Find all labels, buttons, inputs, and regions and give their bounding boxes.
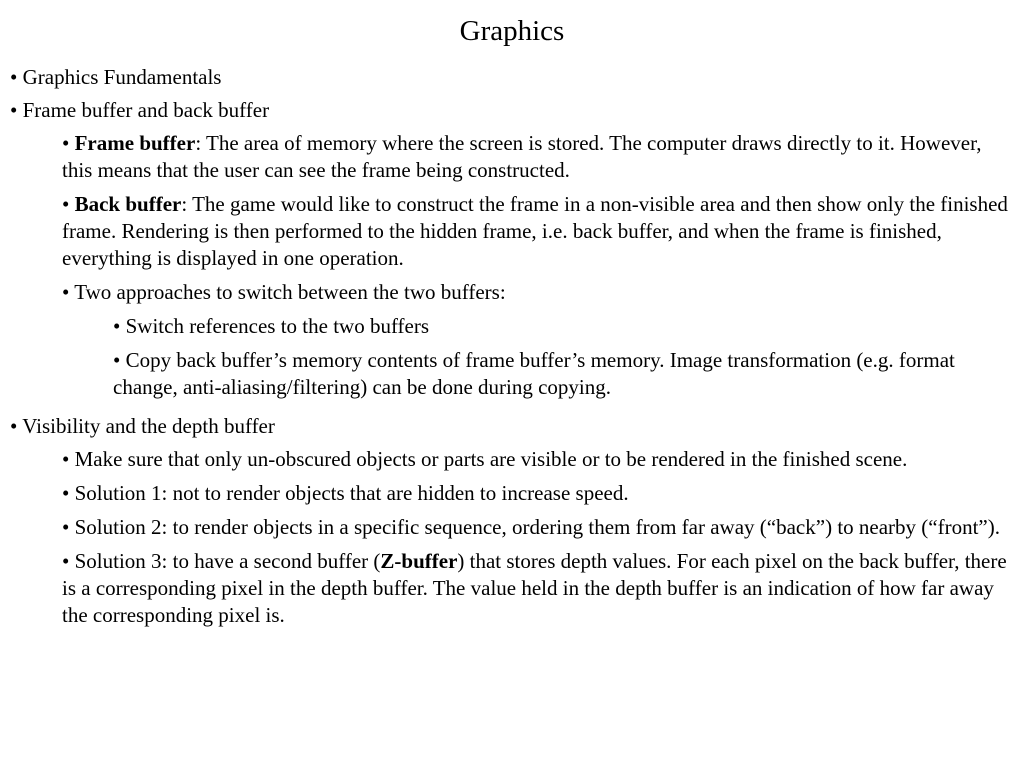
bullet-frame-and-back-buffer	[10, 97, 1010, 124]
slide-body	[10, 64, 1010, 636]
bullet-text: Copy back buffer’s memory contents of frame buffer’s memory. Image transformation (e.g. format change, anti-aliasing/filtering) can be done during copying.	[113, 348, 955, 399]
bullet-visibility-depth-buffer	[10, 413, 1010, 440]
bullet-frame-buffer	[10, 130, 1010, 184]
bullet-marker: •	[62, 131, 70, 155]
slide-title: Graphics	[459, 15, 565, 47]
bullet-text: Frame buffer and back buffer	[22, 98, 270, 122]
bullet-marker: •	[10, 98, 18, 122]
bullet-marker: •	[113, 348, 121, 372]
term-z-buffer: Z-buffer	[380, 549, 458, 573]
bullet-text: Solution 1: not to render objects that are hidden to increase speed.	[74, 481, 629, 505]
bullet-text: Solution 2: to render objects in a specific sequence, ordering them from far away (“back”) to nearby (“front”).	[74, 515, 1000, 539]
bullet-marker: •	[62, 515, 70, 539]
bullet-marker: •	[62, 192, 70, 216]
bullet-marker: •	[62, 280, 70, 304]
bullet-switch-references	[10, 313, 1010, 340]
bullet-text: Visibility and the depth buffer	[22, 414, 275, 438]
bullet-text: : The area of memory where the screen is stored. The computer draws directly to it. However, this means that the user can see the frame being constructed.	[62, 131, 982, 182]
bullet-marker: •	[10, 65, 18, 89]
bullet-text: Two approaches to switch between the two buffers:	[74, 280, 506, 304]
bullet-text: Solution 3: to have a second buffer (	[74, 549, 381, 573]
bullet-two-approaches	[10, 279, 1010, 306]
term-back-buffer: Back buffer	[74, 192, 182, 216]
bullet-marker: •	[10, 414, 18, 438]
bullet-solution-2	[10, 514, 1010, 541]
bullet-graphics-fundamentals	[10, 64, 1010, 91]
bullet-text: ) that stores depth values. For each pixel on the back buffer, there is a corresponding pixel in the depth buffer. The value held in the depth buffer is an indication of how far away the corresponding pixel is.	[62, 549, 1007, 627]
bullet-marker: •	[62, 549, 70, 573]
bullet-back-buffer	[10, 191, 1010, 272]
bullet-text: Graphics Fundamentals	[22, 65, 222, 89]
bullet-solution-3	[10, 548, 1010, 629]
bullet-text: Switch references to the two buffers	[125, 314, 430, 338]
term-frame-buffer: Frame buffer	[74, 131, 196, 155]
bullet-make-sure	[10, 446, 1010, 473]
bullet-copy-back-buffer	[10, 347, 1010, 401]
bullet-marker: •	[62, 447, 70, 471]
bullet-text: Make sure that only un-obscured objects or parts are visible or to be rendered in the finished scene.	[74, 447, 908, 471]
bullet-solution-1	[10, 480, 1010, 507]
bullet-marker: •	[113, 314, 121, 338]
bullet-text: : The game would like to construct the frame in a non-visible area and then show only the finished frame. Rendering is then performed to the hidden frame, i.e. back buffer, and when the frame is finished, everything is displayed in one operation.	[62, 192, 1008, 270]
bullet-marker: •	[62, 481, 70, 505]
